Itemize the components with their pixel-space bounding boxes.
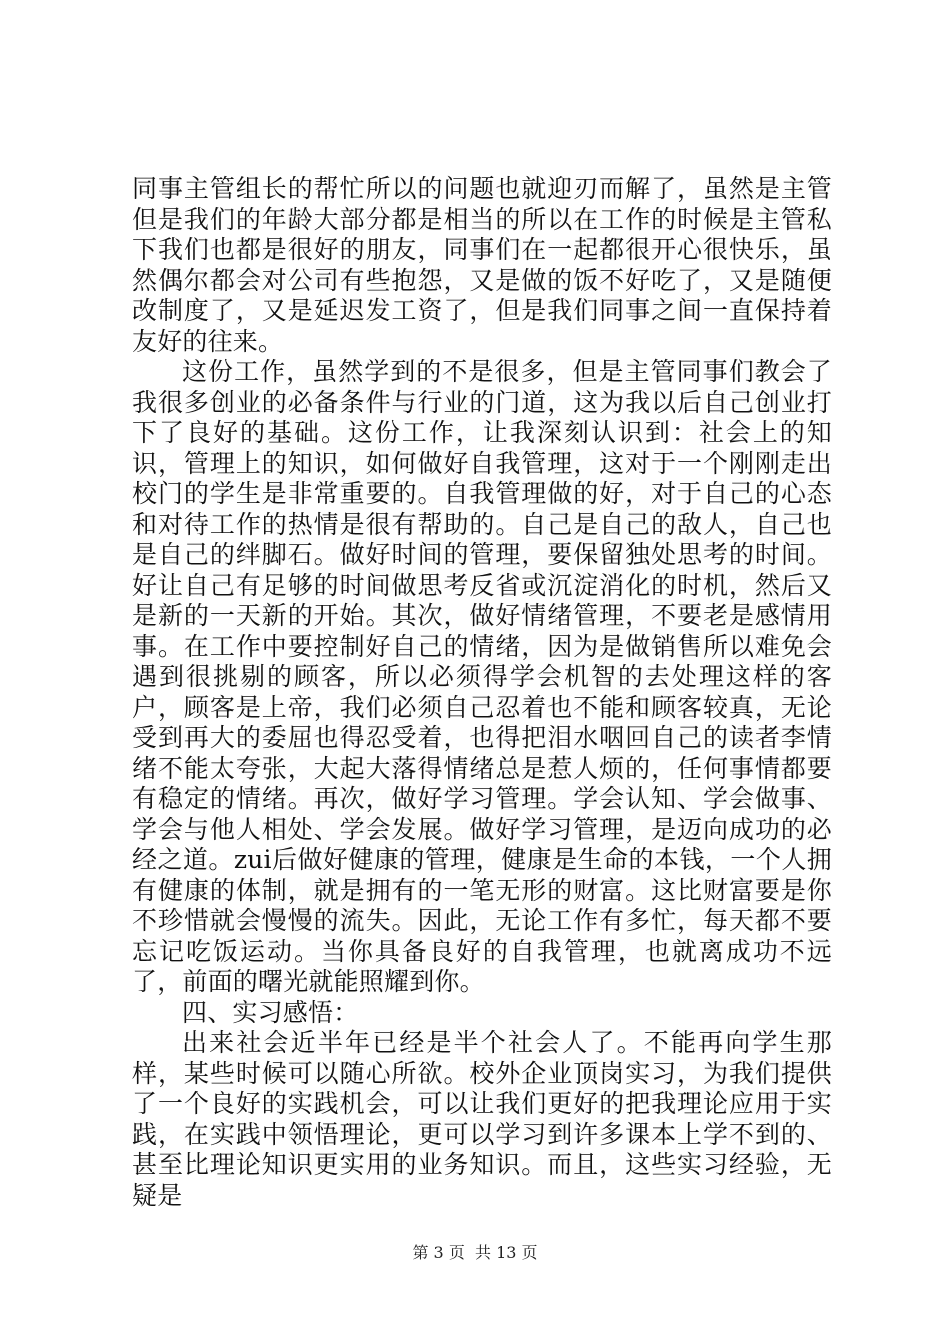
body-text [132, 174, 832, 1211]
page-number: 第 3 页 共 13 页 [412, 1243, 538, 1262]
paragraph-3: 出来社会近半年已经是半个社会人了。不能再向学生那样，某些时候可以随心所欲。校外企业顶岗实习，为我们提供了一个良好的实践机会，可以让我们更好的把我理论应用于实践，在实践中领悟理论，更可以学习到许多课本上学不到的、甚至比理论知识更实用的业务知识。而且，这些实习经验，无疑是 [132, 1028, 832, 1210]
paragraph-2: 这份工作，虽然学到的不是很多，但是主管同事们教会了我很多创业的必备条件与行业的门道，这为我以后自己创业打下了良好的基础。这份工作，让我深刻认识到：社会上的知识，管理上的知识，如何做好自我管理，这对于一个刚刚走出校门的学生是非常重要的。自我管理做的好，对于自己的心态和对待工作的热情是很有帮助的。自己是自己的敌人，自己也是自己的绊脚石。做好时间的管理，要保留独处思考的时间。好让自己有足够的时间做思考反省或沉淀消化的时机，然后又是新的一天新的开始。其次，做好情绪管理，不要老是感情用事。在工作中要控制好自己的情绪，因为是做销售所以难免会遇到很挑剔的顾客，所以必须得学会机智的去处理这样的客户，顾客是上帝，我们必须自己忍着也不能和顾客较真，无论受到再大的委屈也得忍受着，也得把泪水咽回自己的读者李情绪不能太夸张，大起大落得情绪总是惹人烦的，任何事情都要有稳定的情绪。再次，做好学习管理。学会认知、学会做事、学会与他人相处、学会发展。做好学习管理，是迈向成功的必经之道。zui后做好健康的管理，健康是生命的本钱，一个人拥有健康的体制，就是拥有的一笔无形的财富。这比财富要是你不珍惜就会慢慢的流失。因此，无论工作有多忙，每天都不要忘记吃饭运动。当你具备良好的自我管理，也就离成功不远了，前面的曙光就能照耀到你。 [132, 357, 832, 996]
page-footer [0, 1240, 950, 1263]
paragraph-1: 同事主管组长的帮忙所以的问题也就迎刃而解了，虽然是主管但是我们的年龄大部分都是相当的所以在工作的时候是主管私下我们也都是很好的朋友，同事们在一起都很开心很快乐，虽然偶尔都会对公司有些抱怨，又是做的饭不好吃了，又是随便改制度了，又是延迟发工资了，但是我们同事之间一直保持着友好的往来。 [132, 174, 832, 356]
section-heading: 四、实习感悟： [182, 997, 359, 1027]
